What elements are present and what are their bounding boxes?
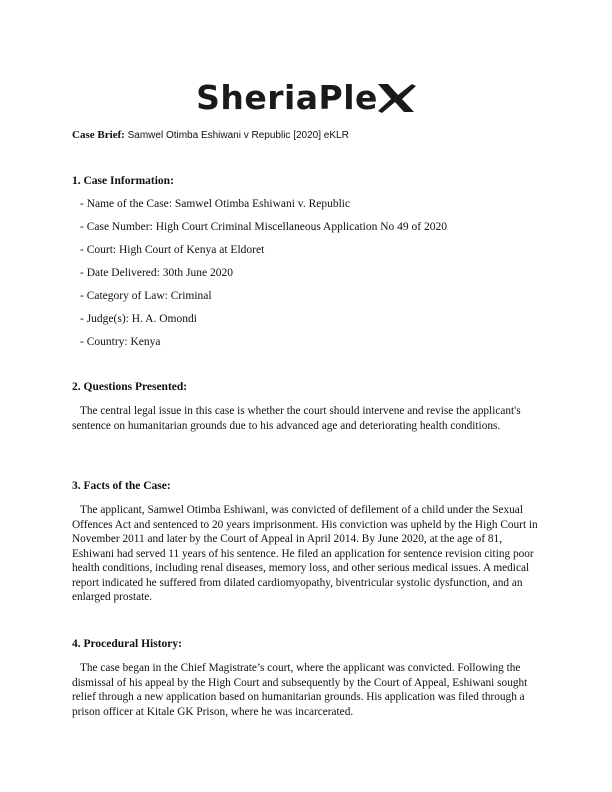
case-info-item: - Country: Kenya [80,336,161,348]
case-brief-label: Case Brief: [72,129,125,141]
case-information-section [72,175,538,354]
logo-x-icon [376,82,416,114]
section-heading: 3. Facts of the Case: [72,480,171,492]
case-info-item: - Name of the Case: Samwel Otimba Eshiwani v. Republic [80,198,351,210]
questions-presented-section [72,381,538,433]
section-heading: 1. Case Information: [72,175,174,187]
case-brief [72,129,349,141]
case-brief-title: Samwel Otimba Eshiwani v Republic [2020] eKLR [127,130,349,141]
section-heading: 4. Procedural History: [72,638,182,650]
section-paragraph: The applicant, Samwel Otimba Eshiwani, was convicted of defilement of a child under the Sexual Offences Act and sentenced to 20 years imprisonment. His conviction was upheld by the High Court in November 2011 and later by the Court of Appeal in April 2014. By June 2020, at the age of 81, Eshiwani had served 11 years of his sentence. He filed an application for sentence revision citing poor health conditions, including renal diseases, memory loss, and other serious medical issues. A medical report indicated he suffered from dilated cardiomyopathy, biventricular systolic dysfunction, and an enlarged prostate. [72,504,538,603]
case-info-item: - Category of Law: Criminal [80,290,212,302]
section-paragraph: The case began in the Chief Magistrate’s court, where the applicant was convicted. Following the dismissal of his appeal by the High Court and subsequently by the Court of Appeal, Eshiwani sought relief through a new application based on humanitarian grounds. His application was filed through a prison officer at Kitale GK Prison, where he was incarcerated. [72,662,528,718]
case-info-list [72,193,538,354]
section-heading: 2. Questions Presented: [72,381,188,393]
facts-section [72,480,538,605]
case-info-item: - Case Number: High Court Criminal Miscellaneous Application No 49 of 2020 [80,221,447,233]
logo-text: SheriaPle [196,78,378,117]
procedural-history-section [72,638,538,719]
sheriaplex-logo [0,78,612,117]
case-info-item: - Court: High Court of Kenya at Eldoret [80,244,265,256]
section-paragraph: The central legal issue in this case is whether the court should intervene and revise the applicant's sentence on humanitarian grounds due to his advanced age and deteriorating health conditions. [72,405,521,432]
case-info-item: - Date Delivered: 30th June 2020 [80,267,233,279]
case-info-item: - Judge(s): H. A. Omondi [80,313,197,325]
